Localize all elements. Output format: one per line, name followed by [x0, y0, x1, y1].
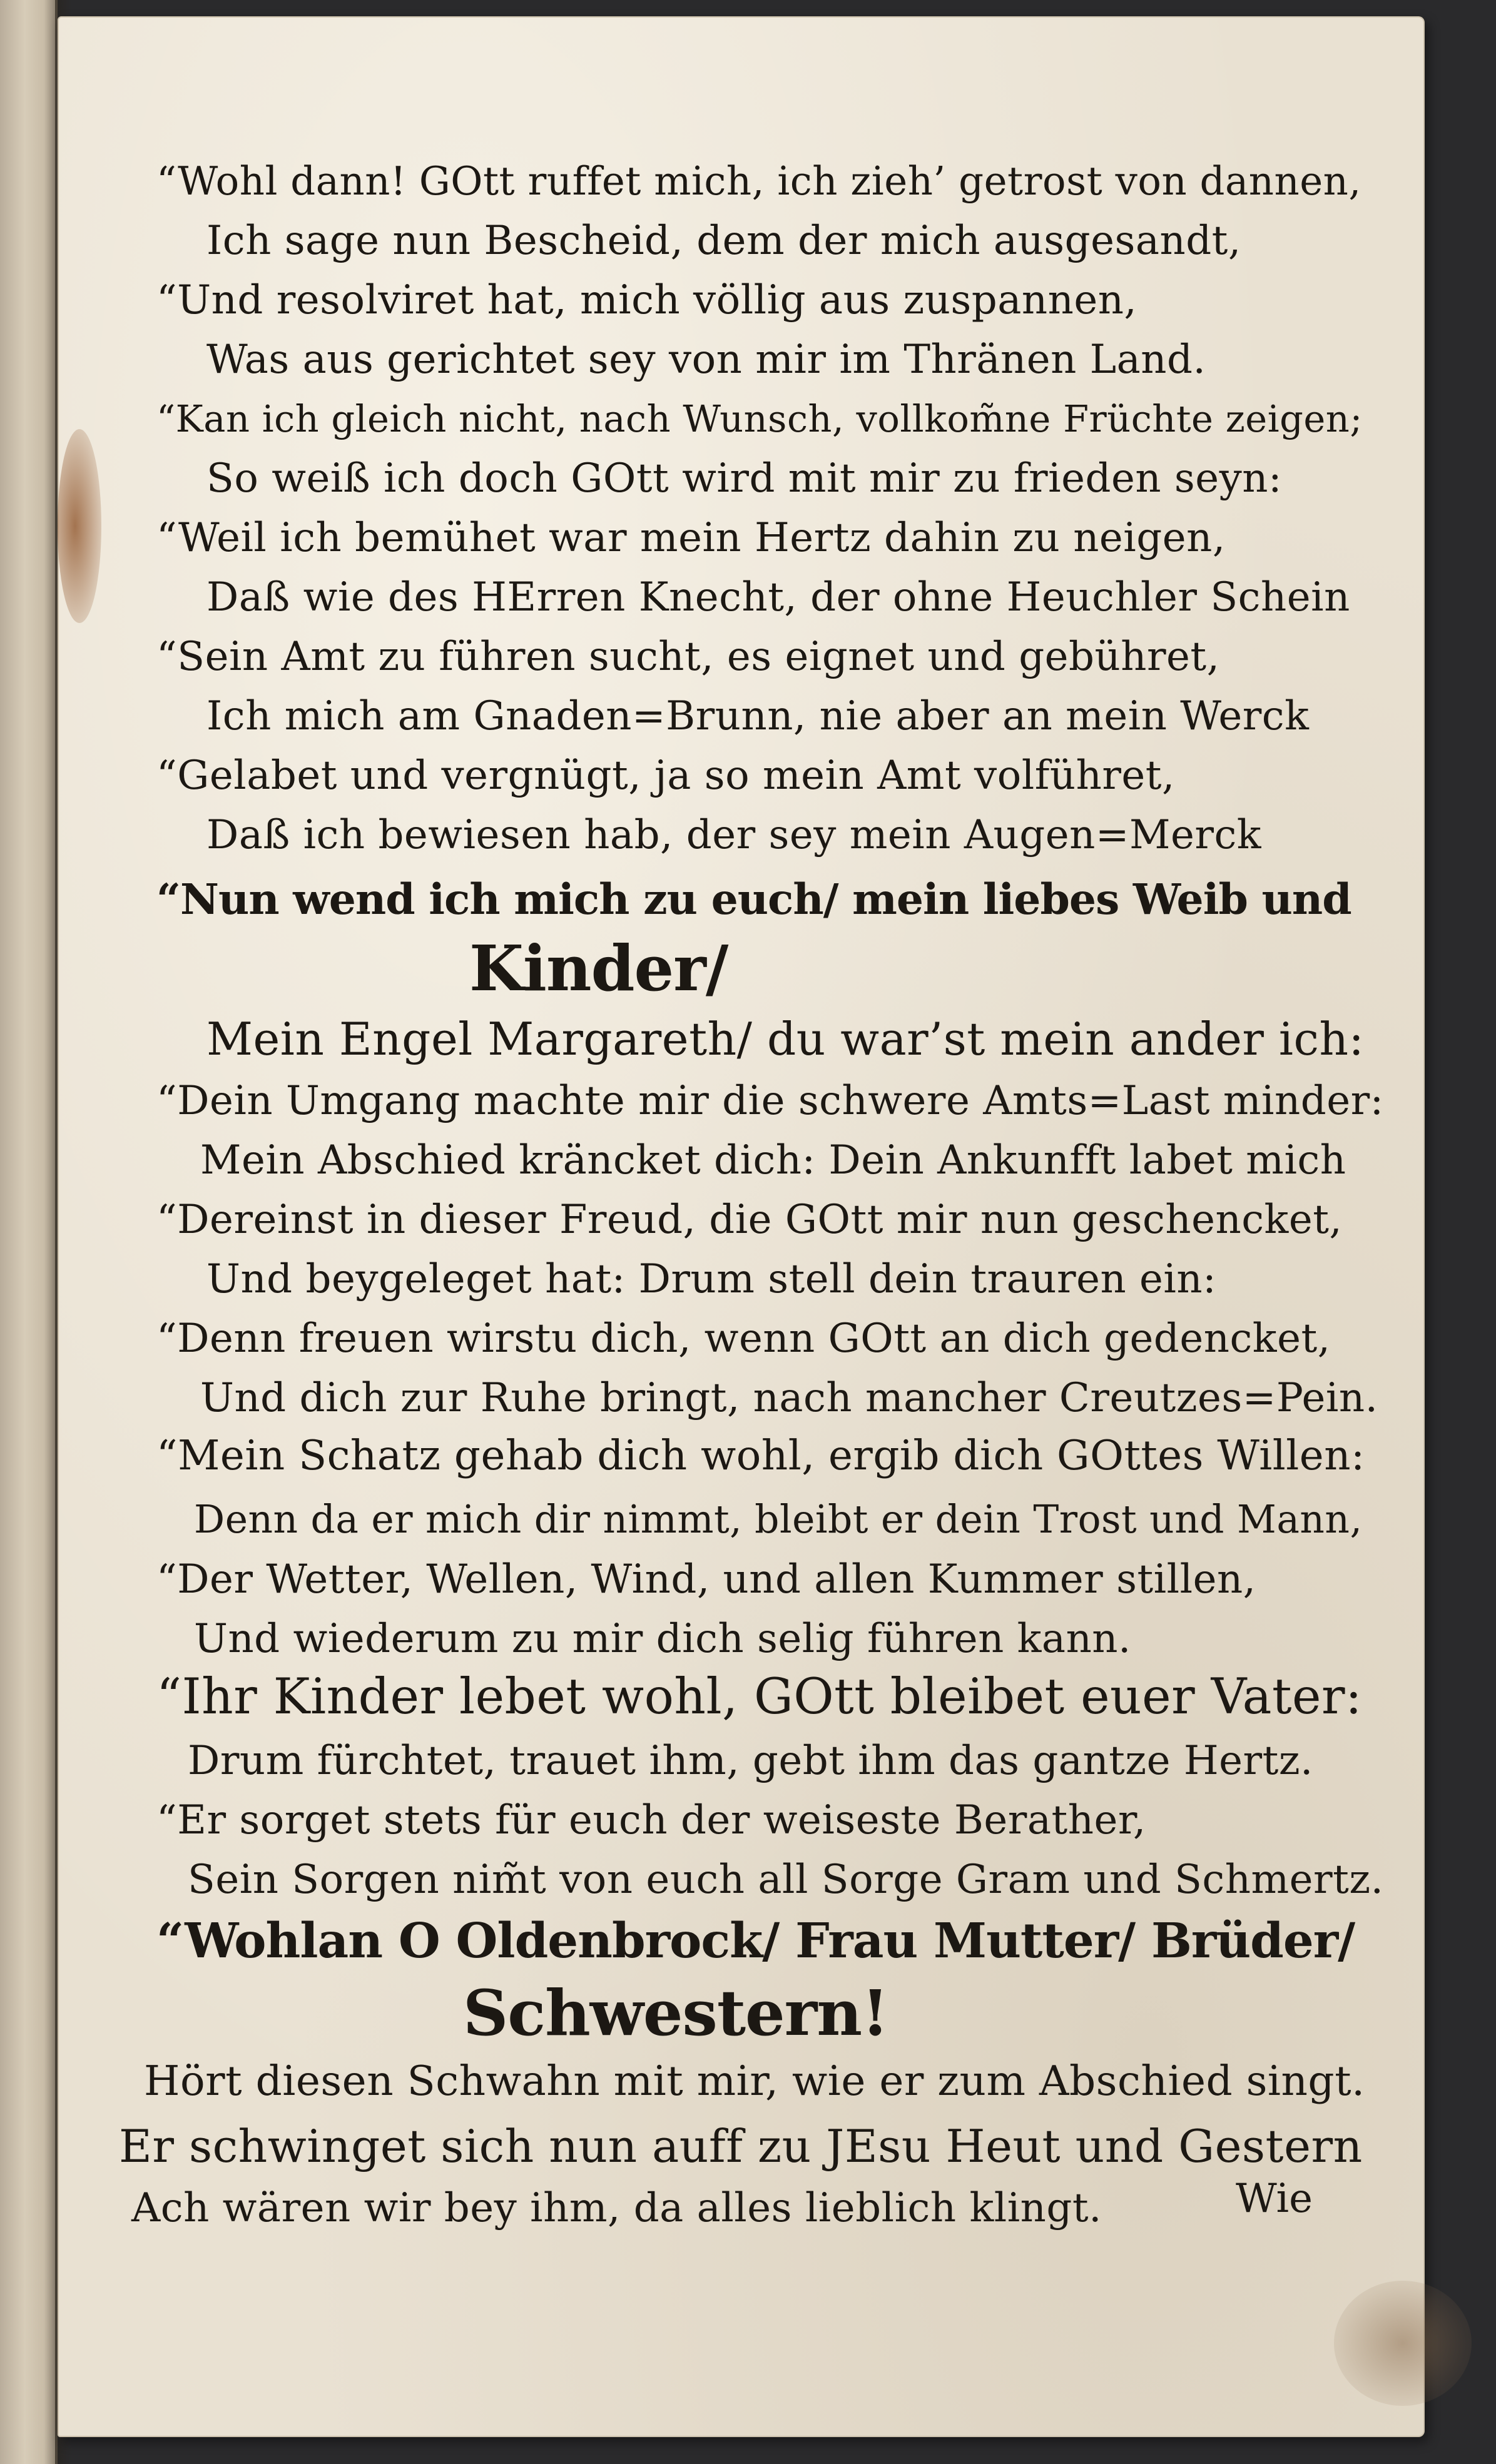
verse-line: Mein Engel Margareth/ du war’st mein ander ich:	[206, 1013, 1365, 1066]
verse-line: “Dein Umgang machte mir die schwere Amts=Last minder:	[156, 1078, 1384, 1124]
verse-line: “Mein Schatz gehab dich wohl, ergib dich GOttes Willen:	[156, 1431, 1365, 1479]
verse-line: Hört diesen Schwahn mit mir, wie er zum Abschied singt.	[144, 2057, 1365, 2105]
verse-line: Sein Sorgen nim̃t von euch all Sorge Gram und Schmertz.	[188, 1857, 1384, 1903]
verse-line: “Wohl dann! GOtt ruffet mich, ich zieh’ getrost von dannen,	[156, 158, 1361, 204]
verse-line: “Weil ich bemühet war mein Hertz dahin zu neigen,	[156, 515, 1226, 561]
verse-line: Denn da er mich dir nimmt, bleibt er dein Trost und Mann,	[194, 1498, 1363, 1542]
verse-line: Daß wie des HErren Knecht, der ohne Heuchler Schein	[206, 574, 1350, 621]
verse-line: “Der Wetter, Wellen, Wind, und allen Kummer stillen,	[156, 1556, 1256, 1603]
verse-line-emphasis: Kinder/	[469, 931, 728, 1005]
verse-line: Und dich zur Ruhe bringt, nach mancher Creutzes=Pein.	[200, 1375, 1378, 1421]
verse-line: Daß ich bewiesen hab, der sey mein Augen=Merck	[206, 812, 1262, 858]
verse-line: Ich sage nun Bescheid, dem der mich ausgesandt,	[206, 218, 1241, 264]
verse-line: “Und resolviret hat, mich völlig aus zuspannen,	[156, 277, 1137, 323]
verse-line-emphasis: “Wohlan O Oldenbrock/ Frau Mutter/ Brüder/	[156, 1913, 1355, 1969]
verse-line: “Er sorget stets für euch der weiseste Berather,	[156, 1797, 1146, 1843]
verse-line: “Kan ich gleich nicht, nach Wunsch, vollkom̃ne Früchte zeigen;	[156, 397, 1363, 440]
verse-line: “Sein Amt zu führen sucht, es eignet und gebühret,	[156, 634, 1220, 680]
verse-line: Was aus gerichtet sey von mir im Thränen Land.	[206, 337, 1206, 383]
verse-line: “Dereinst in dieser Freud, die GOtt mir nun geschencket,	[156, 1197, 1343, 1243]
verse-line: Ich mich am Gnaden=Brunn, nie aber an mein Werck	[206, 693, 1310, 739]
verse-line: Ach wären wir bey ihm, da alles lieblich klingt.	[131, 2185, 1102, 2231]
verse-line: Mein Abschied kräncket dich: Dein Ankunfft labet mich	[200, 1137, 1346, 1184]
verse-line: Und beygeleget hat: Drum stell dein trauren ein:	[206, 1256, 1217, 1302]
verse-line: “Gelabet und vergnügt, ja so mein Amt volführet,	[156, 753, 1175, 799]
verse-line: Und wiederum zu mir dich selig führen kann.	[194, 1616, 1131, 1662]
catchword: Wie	[1236, 2176, 1313, 2222]
verse-line: So weiß ich doch GOtt wird mit mir zu frieden seyn:	[206, 455, 1283, 502]
verse-line-emphasis: Schwestern!	[463, 1976, 888, 2050]
verse-line-emphasis: “Nun wend ich mich zu euch/ mein liebes Weib und	[156, 875, 1351, 925]
verse-line: Drum fürchtet, trauet ihm, gebt ihm das gantze Hertz.	[188, 1738, 1313, 1784]
verse-line: “Denn freuen wirstu dich, wenn GOtt an dich gedencket,	[156, 1316, 1331, 1362]
verse-line: Er schwinget sich nun auff zu JEsu Heut und Gestern	[119, 2121, 1363, 2173]
verse-line: “Ihr Kinder lebet wohl, GOtt bleibet euer Vater:	[156, 1668, 1363, 1725]
